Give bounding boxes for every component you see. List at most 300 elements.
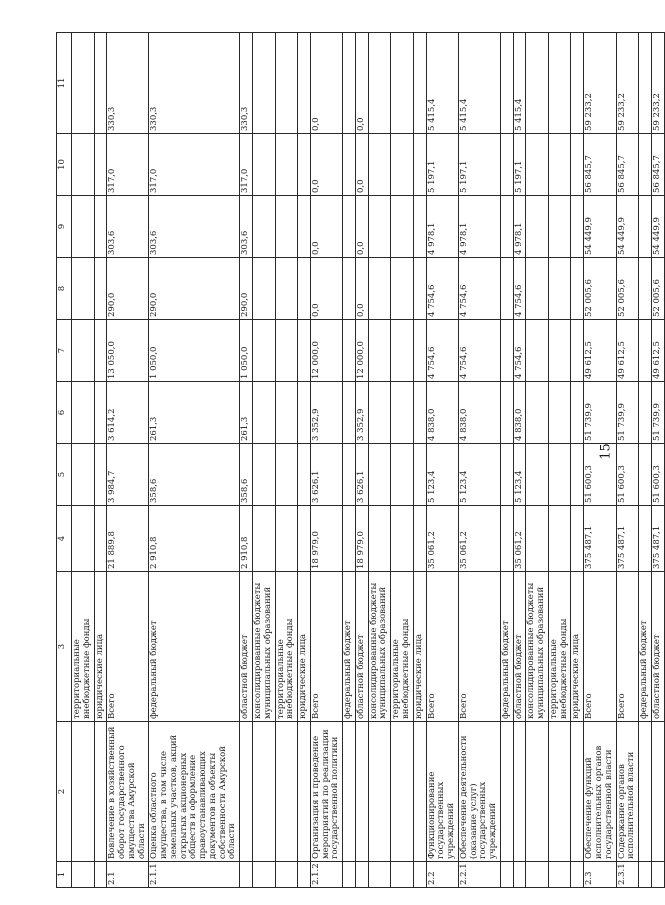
row-code (275, 862, 298, 888)
row-value (253, 506, 276, 572)
column-header: 4 (57, 506, 72, 572)
row-value: 2 910,8 (240, 506, 253, 572)
row-value (94, 258, 107, 320)
row-value: 4 838,0 (458, 382, 500, 444)
row-value (253, 196, 276, 258)
table-row (355, 33, 368, 888)
row-value: 12 000,0 (310, 320, 342, 382)
row-code (639, 862, 652, 888)
row-value (639, 33, 652, 134)
row-code: 2.1 (107, 862, 149, 888)
row-value (639, 320, 652, 382)
row-source: юридические лица (413, 572, 426, 722)
row-value (72, 444, 95, 506)
table-row (72, 33, 95, 888)
row-name (72, 722, 95, 862)
row-value: 12 000,0 (355, 320, 368, 382)
row-value (391, 134, 414, 196)
row-name (571, 722, 584, 862)
row-value (72, 196, 95, 258)
row-value (413, 258, 426, 320)
table-row (526, 33, 549, 888)
row-value (94, 382, 107, 444)
row-name (391, 722, 414, 862)
row-value: 0,0 (355, 33, 368, 134)
row-value (548, 134, 571, 196)
row-code (548, 862, 571, 888)
row-code (413, 862, 426, 888)
row-source: областной бюджет (651, 572, 664, 722)
row-value: 3 984,7 (107, 444, 149, 506)
table-row (240, 33, 253, 888)
column-header: 11 (57, 33, 72, 134)
row-value (253, 33, 276, 134)
row-name (500, 722, 513, 862)
row-value (548, 196, 571, 258)
row-value (368, 33, 391, 134)
row-value: 52 005,6 (651, 258, 664, 320)
row-value (275, 134, 298, 196)
row-value: 51 739,9 (584, 382, 616, 444)
row-source: консолидированные бюджеты муниципальных образований (368, 572, 391, 722)
row-value: 49 612,5 (651, 320, 664, 382)
row-value (639, 444, 652, 506)
row-value: 3 352,9 (355, 382, 368, 444)
row-value: 4 754,6 (426, 258, 458, 320)
row-value (298, 444, 311, 506)
row-value: 18 979,0 (355, 506, 368, 572)
row-value: 290,0 (107, 258, 149, 320)
row-value: 54 449,9 (584, 196, 616, 258)
row-value: 4 978,1 (513, 196, 526, 258)
table-row (513, 33, 526, 888)
row-value (526, 134, 549, 196)
row-value: 5 197,1 (513, 134, 526, 196)
row-code (526, 862, 549, 888)
row-name (94, 722, 107, 862)
row-code (500, 862, 513, 888)
row-value: 59 233,2 (584, 33, 616, 134)
row-name (651, 722, 664, 862)
row-value: 5 197,1 (426, 134, 458, 196)
row-value: 5 123,4 (513, 444, 526, 506)
row-code: 2.2 (426, 862, 458, 888)
row-value (275, 258, 298, 320)
row-value: 35 061,2 (513, 506, 526, 572)
column-header: 9 (57, 196, 72, 258)
row-value: 375 487,1 (584, 506, 616, 572)
row-value: 59 233,2 (651, 33, 664, 134)
row-name (368, 722, 391, 862)
table-header-row (57, 33, 72, 888)
row-value (500, 258, 513, 320)
row-value (253, 258, 276, 320)
row-value (391, 258, 414, 320)
row-value: 2 910,8 (149, 506, 240, 572)
row-value: 261,3 (149, 382, 240, 444)
column-header: 2 (57, 722, 72, 862)
row-value: 5 415,4 (426, 33, 458, 134)
row-value: 18 979,0 (310, 506, 342, 572)
row-name (526, 722, 549, 862)
column-header: 8 (57, 258, 72, 320)
row-value (526, 444, 549, 506)
row-value (526, 33, 549, 134)
row-value: 0,0 (310, 134, 342, 196)
table-row (391, 33, 414, 888)
row-value (253, 444, 276, 506)
table-row (426, 33, 458, 888)
row-value (298, 134, 311, 196)
row-value: 330,3 (107, 33, 149, 134)
row-value: 1 050,0 (149, 320, 240, 382)
row-value: 5 123,4 (458, 444, 500, 506)
row-value: 5 123,4 (426, 444, 458, 506)
row-code (298, 862, 311, 888)
row-source: территориальные внебюджетные фонды (275, 572, 298, 722)
row-value: 303,6 (240, 196, 253, 258)
row-code (355, 862, 368, 888)
budget-table (56, 32, 665, 888)
row-value (639, 134, 652, 196)
row-value: 54 449,9 (616, 196, 639, 258)
row-value (298, 258, 311, 320)
row-value (413, 444, 426, 506)
row-value (391, 320, 414, 382)
table-row (107, 33, 149, 888)
row-value: 52 005,6 (584, 258, 616, 320)
row-value: 5 415,4 (513, 33, 526, 134)
row-name: Обеспечение деятельности (оказание услуг) государственных учреждений (458, 722, 500, 862)
table-row (253, 33, 276, 888)
row-value: 330,3 (240, 33, 253, 134)
row-code: 2.1.2 (310, 862, 342, 888)
table-row (298, 33, 311, 888)
row-name (513, 722, 526, 862)
row-value (413, 320, 426, 382)
column-header: 3 (57, 572, 72, 722)
row-value: 1 050,0 (240, 320, 253, 382)
row-value (571, 506, 584, 572)
row-code (368, 862, 391, 888)
row-source: консолидированные бюджеты муниципальных образований (526, 572, 549, 722)
row-code: 2.3 (584, 862, 616, 888)
row-value: 317,0 (240, 134, 253, 196)
row-source: Всего (458, 572, 500, 722)
row-value (391, 33, 414, 134)
row-value: 49 612,5 (584, 320, 616, 382)
row-value: 56 845,7 (651, 134, 664, 196)
row-value (413, 506, 426, 572)
row-value: 51 600,3 (616, 444, 639, 506)
row-value: 3 352,9 (310, 382, 342, 444)
row-value: 4 754,6 (513, 320, 526, 382)
row-value: 49 612,5 (616, 320, 639, 382)
row-value: 4 978,1 (458, 196, 500, 258)
row-value (253, 382, 276, 444)
row-value (548, 444, 571, 506)
row-value (571, 134, 584, 196)
row-value: 4 754,6 (513, 258, 526, 320)
table-row (149, 33, 240, 888)
row-value (526, 506, 549, 572)
row-value: 330,3 (149, 33, 240, 134)
row-value (343, 33, 356, 134)
row-name: Вовлечение в хозяйственный оборот государственного имущества Амурской области (107, 722, 149, 862)
row-value (343, 444, 356, 506)
row-name: Оценка областного имущества, в том числе земельных участков, акций открытых акционерных обществ и оформление правоустанавливающих документов на объекты собственности Амурской области (149, 722, 240, 862)
row-value: 54 449,9 (651, 196, 664, 258)
row-value (275, 320, 298, 382)
row-name (355, 722, 368, 862)
row-value (548, 33, 571, 134)
row-value (526, 382, 549, 444)
table-row (500, 33, 513, 888)
rotated-table-container (56, 33, 662, 888)
row-code (571, 862, 584, 888)
row-value (413, 134, 426, 196)
row-name (275, 722, 298, 862)
row-value (571, 196, 584, 258)
row-value (94, 506, 107, 572)
row-value (72, 258, 95, 320)
row-name: Обеспечение функций исполнительных органов государственной власти (584, 722, 616, 862)
row-name (548, 722, 571, 862)
row-value: 3 614,2 (107, 382, 149, 444)
row-value (253, 320, 276, 382)
row-code (343, 862, 356, 888)
row-value: 51 739,9 (616, 382, 639, 444)
row-value (413, 196, 426, 258)
row-value (500, 196, 513, 258)
row-value (94, 33, 107, 134)
row-code: 2.2.1 (458, 862, 500, 888)
row-source: областной бюджет (513, 572, 526, 722)
row-source: консолидированные бюджеты муниципальных образований (253, 572, 276, 722)
row-value (72, 382, 95, 444)
row-source: федеральный бюджет (343, 572, 356, 722)
row-value: 4 754,6 (458, 320, 500, 382)
row-value: 358,6 (149, 444, 240, 506)
row-value: 35 061,2 (426, 506, 458, 572)
row-value: 35 061,2 (458, 506, 500, 572)
table-row (94, 33, 107, 888)
row-value (343, 506, 356, 572)
row-value (413, 382, 426, 444)
row-value (298, 506, 311, 572)
row-source: федеральный бюджет (149, 572, 240, 722)
row-value (253, 134, 276, 196)
table-row (548, 33, 571, 888)
row-value (343, 382, 356, 444)
row-source: федеральный бюджет (639, 572, 652, 722)
row-source: областной бюджет (355, 572, 368, 722)
row-source: Всего (616, 572, 639, 722)
row-value: 290,0 (240, 258, 253, 320)
row-value: 51 600,3 (584, 444, 616, 506)
row-value (275, 506, 298, 572)
row-value (94, 320, 107, 382)
row-value: 3 626,1 (310, 444, 342, 506)
column-header: 1 (57, 862, 72, 888)
row-value: 290,0 (149, 258, 240, 320)
row-value: 4 978,1 (426, 196, 458, 258)
row-value: 358,6 (240, 444, 253, 506)
row-value (571, 258, 584, 320)
row-value (548, 506, 571, 572)
row-value: 51 600,3 (651, 444, 664, 506)
row-value (500, 33, 513, 134)
table-row (275, 33, 298, 888)
row-name (413, 722, 426, 862)
row-value (500, 134, 513, 196)
row-value: 375 487,1 (616, 506, 639, 572)
row-name (240, 722, 253, 862)
row-value: 5 415,4 (458, 33, 500, 134)
row-code (240, 862, 253, 888)
row-source: областной бюджет (240, 572, 253, 722)
table-row (616, 33, 639, 888)
row-value: 4 754,6 (426, 320, 458, 382)
row-source: Всего (584, 572, 616, 722)
row-value (639, 382, 652, 444)
table-row (571, 33, 584, 888)
row-value (639, 196, 652, 258)
table-row (584, 33, 616, 888)
row-value (413, 33, 426, 134)
row-value (275, 382, 298, 444)
row-value: 0,0 (310, 258, 342, 320)
row-name (343, 722, 356, 862)
table-row (413, 33, 426, 888)
row-value: 56 845,7 (584, 134, 616, 196)
row-value (571, 382, 584, 444)
row-value (639, 258, 652, 320)
row-code: 2.3.1 (616, 862, 639, 888)
row-value (500, 320, 513, 382)
row-value (343, 258, 356, 320)
row-name (298, 722, 311, 862)
row-value: 52 005,6 (616, 258, 639, 320)
row-value (639, 506, 652, 572)
table-row (651, 33, 664, 888)
row-value (72, 506, 95, 572)
row-value (298, 33, 311, 134)
row-name: Организация и проведение мероприятий по реализации государственной политики (310, 722, 342, 862)
row-value: 0,0 (310, 196, 342, 258)
row-value: 0,0 (355, 258, 368, 320)
row-source: юридические лица (298, 572, 311, 722)
row-value (368, 258, 391, 320)
row-value: 4 838,0 (513, 382, 526, 444)
row-value: 0,0 (355, 196, 368, 258)
row-value: 51 739,9 (651, 382, 664, 444)
row-value (72, 320, 95, 382)
row-value (500, 444, 513, 506)
table-row (310, 33, 342, 888)
row-value (548, 382, 571, 444)
row-value (343, 320, 356, 382)
row-value (368, 382, 391, 444)
table-row (458, 33, 500, 888)
row-source: территориальные внебюджетные фонды (72, 572, 95, 722)
row-value (94, 134, 107, 196)
row-value (391, 444, 414, 506)
row-value (298, 196, 311, 258)
row-code (651, 862, 664, 888)
row-value (368, 134, 391, 196)
row-value (571, 444, 584, 506)
row-value: 59 233,2 (616, 33, 639, 134)
row-value (368, 444, 391, 506)
row-value: 303,6 (107, 196, 149, 258)
row-value (72, 134, 95, 196)
row-source: Всего (107, 572, 149, 722)
row-value (526, 320, 549, 382)
row-value (275, 196, 298, 258)
row-value: 13 050,0 (107, 320, 149, 382)
row-source: юридические лица (571, 572, 584, 722)
row-code: 2.1.1 (149, 862, 240, 888)
row-value: 5 197,1 (458, 134, 500, 196)
row-value (391, 196, 414, 258)
row-code (94, 862, 107, 888)
row-code (391, 862, 414, 888)
row-value: 317,0 (107, 134, 149, 196)
row-value: 303,6 (149, 196, 240, 258)
row-name: Функционирование государственных учреждений (426, 722, 458, 862)
row-source: Всего (310, 572, 342, 722)
row-value (275, 444, 298, 506)
row-code (72, 862, 95, 888)
row-value (526, 258, 549, 320)
table-row (368, 33, 391, 888)
row-value (526, 196, 549, 258)
column-header: 7 (57, 320, 72, 382)
row-value (94, 196, 107, 258)
row-value: 4 754,6 (458, 258, 500, 320)
row-source: территориальные внебюджетные фонды (548, 572, 571, 722)
row-source: юридические лица (94, 572, 107, 722)
row-value: 317,0 (149, 134, 240, 196)
row-value (72, 33, 95, 134)
row-value (368, 196, 391, 258)
row-code (253, 862, 276, 888)
row-value: 0,0 (310, 33, 342, 134)
row-value (500, 506, 513, 572)
row-value (368, 506, 391, 572)
row-value: 3 626,1 (355, 444, 368, 506)
row-value (571, 33, 584, 134)
row-value (500, 382, 513, 444)
row-source: Всего (426, 572, 458, 722)
row-value: 56 845,7 (616, 134, 639, 196)
column-header: 10 (57, 134, 72, 196)
row-value: 0,0 (355, 134, 368, 196)
row-value (343, 134, 356, 196)
row-value (368, 320, 391, 382)
row-value: 375 487,1 (651, 506, 664, 572)
row-value (343, 196, 356, 258)
row-value (275, 33, 298, 134)
table-row (343, 33, 356, 888)
row-value: 4 838,0 (426, 382, 458, 444)
row-value (571, 320, 584, 382)
row-value (298, 320, 311, 382)
row-name (639, 722, 652, 862)
column-header: 6 (57, 382, 72, 444)
row-value (94, 444, 107, 506)
